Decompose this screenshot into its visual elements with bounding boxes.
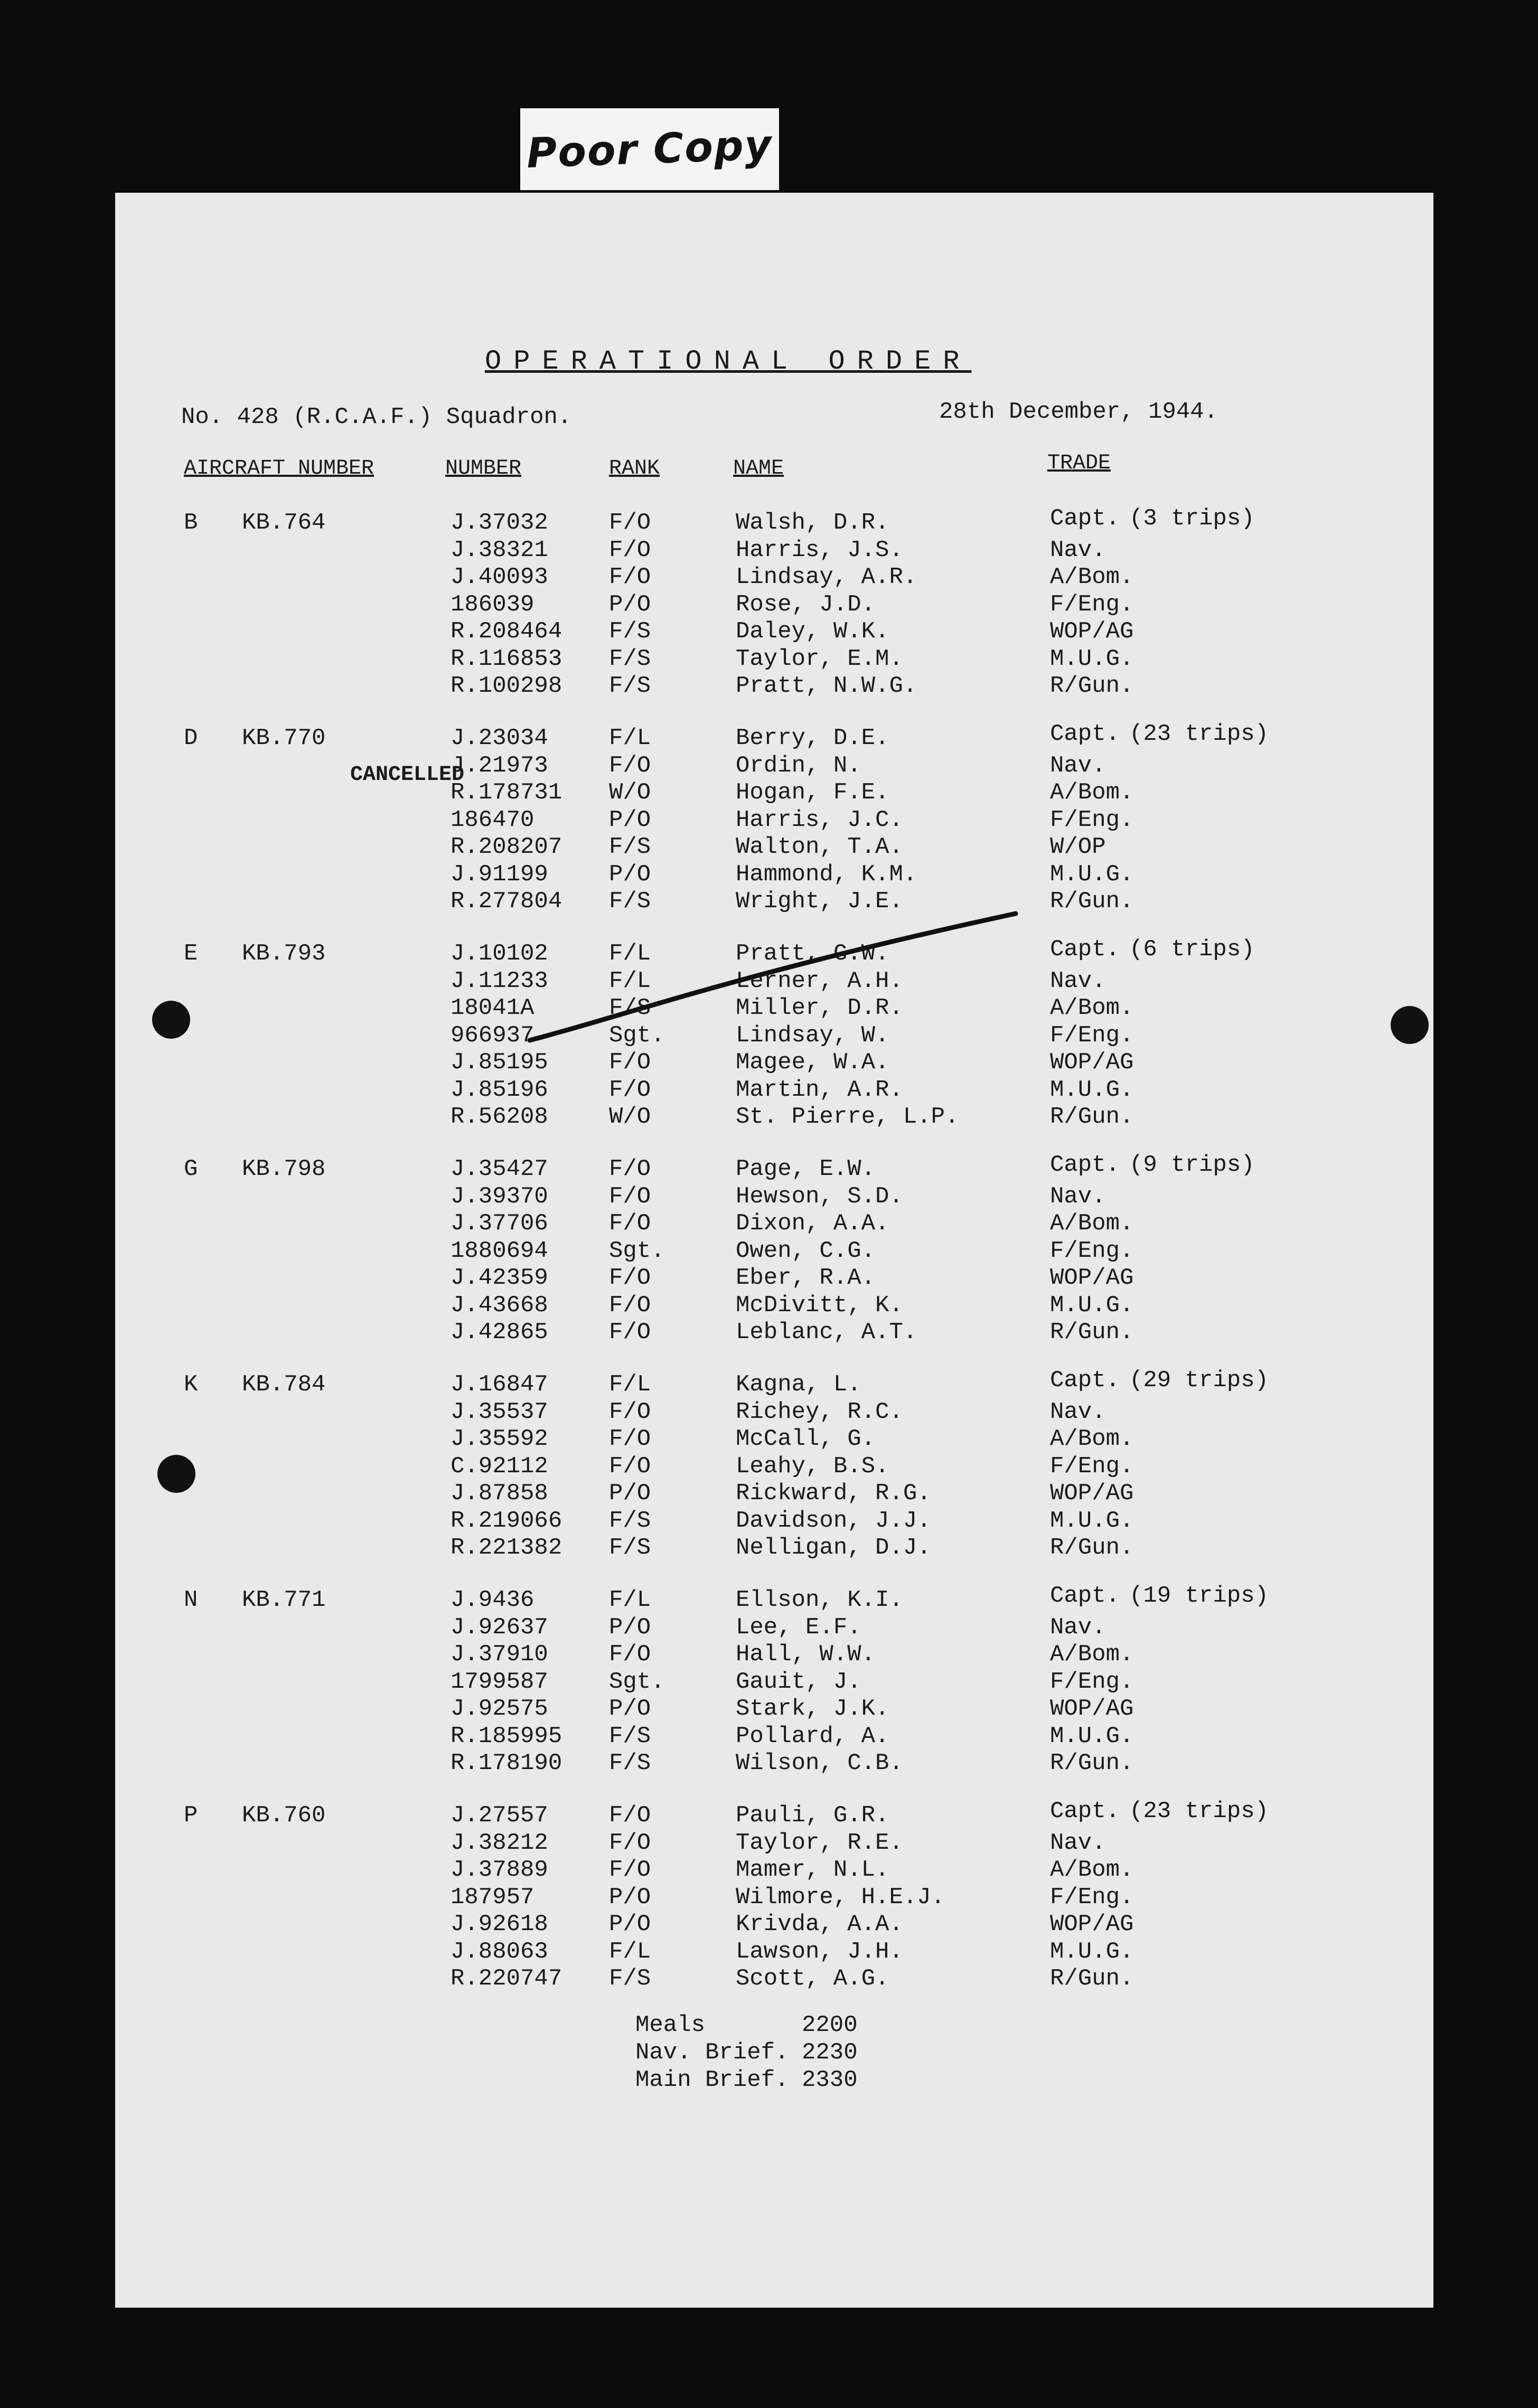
crew-service-number: C.92112 — [451, 1453, 548, 1480]
crew-rank: W/O — [609, 779, 651, 806]
crew-rank: Sgt. — [609, 1022, 665, 1049]
crew-trade: WOP/AG — [1050, 618, 1134, 645]
crew-service-number: J.39370 — [451, 1183, 548, 1210]
crew-trade: R/Gun. — [1050, 1104, 1134, 1130]
crew-service-number: J.87858 — [451, 1480, 548, 1507]
crew-trade: M.U.G. — [1050, 861, 1134, 888]
crew-trade: Nav. — [1050, 967, 1106, 994]
crew-service-number: J.85196 — [451, 1076, 548, 1103]
column-header-trade: TRADE — [1047, 452, 1111, 475]
crew-service-number: J.35427 — [451, 1156, 548, 1182]
crew-service-number: R.178731 — [451, 779, 562, 806]
column-header-rank: RANK — [609, 457, 660, 481]
crew-rank: F/O — [609, 537, 651, 563]
order-date: 28th December, 1944. — [939, 399, 1218, 425]
crew-trade: Nav. — [1050, 752, 1106, 779]
crew-service-number: J.27557 — [451, 1802, 548, 1829]
crew-rank: F/S — [609, 1535, 651, 1561]
trip-count: (6 trips) — [1129, 936, 1255, 963]
crew-service-number: R.221382 — [451, 1535, 562, 1561]
crew-rank: F/O — [609, 1857, 651, 1883]
crew-rank: F/O — [609, 510, 651, 536]
crew-name: Walsh, D.R. — [736, 510, 889, 536]
crew-trade: F/Eng. — [1050, 1237, 1134, 1264]
crew-name: Kagna, L. — [736, 1371, 861, 1398]
crew-name: Hewson, S.D. — [736, 1183, 903, 1210]
squadron-line: No. 428 (R.C.A.F.) Squadron. — [181, 404, 572, 430]
aircraft-number: KB.771 — [242, 1587, 326, 1613]
crew-name: Owen, C.G. — [736, 1237, 876, 1264]
crew-trade: Nav. — [1050, 1398, 1106, 1425]
crew-trade: M.U.G. — [1050, 1507, 1134, 1534]
crew-rank: F/S — [609, 1723, 651, 1749]
crew-service-number: R.100298 — [451, 673, 562, 699]
crew-service-number: J.35592 — [451, 1426, 548, 1452]
crew-name: Hammond, K.M. — [736, 861, 917, 888]
crew-service-number: 1880694 — [451, 1237, 548, 1264]
trip-count: (23 trips) — [1129, 1798, 1269, 1824]
crew-name: McCall, G. — [736, 1426, 876, 1452]
crew-rank: F/O — [609, 1210, 651, 1237]
crew-rank: F/O — [609, 1398, 651, 1425]
crew-name: Eber, R.A. — [736, 1265, 876, 1291]
crew-service-number: J.42865 — [451, 1319, 548, 1346]
column-header-number: NUMBER — [445, 457, 522, 481]
crew-service-number: 186039 — [451, 591, 534, 618]
crew-service-number: R.219066 — [451, 1507, 562, 1534]
crew-trade: Capt. — [1050, 936, 1120, 963]
crew-name: Rickward, R.G. — [736, 1480, 931, 1507]
crew-trade: M.U.G. — [1050, 645, 1134, 672]
crew-name: Magee, W.A. — [736, 1049, 889, 1076]
punch-hole-right-upper — [1391, 1006, 1429, 1044]
crew-trade: WOP/AG — [1050, 1265, 1134, 1291]
crew-rank: P/O — [609, 1911, 651, 1937]
schedule-time: 2200 — [802, 2012, 858, 2038]
trip-count: (29 trips) — [1129, 1367, 1269, 1394]
crew-trade: A/Bom. — [1050, 1426, 1134, 1452]
crew-name: Daley, W.K. — [736, 618, 889, 645]
crew-rank: P/O — [609, 1480, 651, 1507]
crew-name: Harris, J.S. — [736, 537, 903, 563]
crew-trade: A/Bom. — [1050, 995, 1134, 1021]
crew-name: Pratt, N.W.G. — [736, 673, 917, 699]
crew-name: Page, E.W. — [736, 1156, 876, 1182]
crew-rank: F/L — [609, 725, 651, 751]
crew-rank: F/S — [609, 888, 651, 915]
crew-name: Pratt, G.W. — [736, 940, 889, 967]
crew-trade: Capt. — [1050, 1583, 1120, 1609]
crew-rank: P/O — [609, 806, 651, 833]
crew-service-number: J.21973 — [451, 752, 548, 779]
crew-service-number: R.277804 — [451, 888, 562, 915]
crew-trade: Nav. — [1050, 1829, 1106, 1856]
crew-trade: F/Eng. — [1050, 806, 1134, 833]
crew-trade: M.U.G. — [1050, 1076, 1134, 1103]
crew-name: St. Pierre, L.P. — [736, 1104, 959, 1130]
crew-service-number: J.35537 — [451, 1398, 548, 1425]
schedule-time: 2230 — [802, 2039, 858, 2066]
crew-service-number: J.11233 — [451, 967, 548, 994]
crew-trade: M.U.G. — [1050, 1723, 1134, 1749]
crew-trade: M.U.G. — [1050, 1938, 1134, 1965]
punch-hole-left-lower — [157, 1455, 195, 1493]
crew-rank: F/S — [609, 995, 651, 1021]
crew-rank: F/S — [609, 618, 651, 645]
crew-service-number: 966937 — [451, 1022, 534, 1049]
crew-rank: P/O — [609, 1884, 651, 1911]
crew-name: Walton, T.A. — [736, 834, 903, 860]
crew-name: Rose, J.D. — [736, 591, 876, 618]
crew-service-number: J.16847 — [451, 1371, 548, 1398]
crew-name: Mamer, N.L. — [736, 1857, 889, 1883]
crew-service-number: R.208207 — [451, 834, 562, 860]
crew-rank: F/O — [609, 1426, 651, 1452]
crew-rank: Sgt. — [609, 1237, 665, 1264]
aircraft-letter: D — [184, 725, 198, 751]
crew-rank: F/O — [609, 1802, 651, 1829]
crew-trade: R/Gun. — [1050, 673, 1134, 699]
crew-service-number: J.92575 — [451, 1696, 548, 1722]
crew-name: Lawson, J.H. — [736, 1938, 903, 1965]
crew-name: Richey, R.C. — [736, 1398, 903, 1425]
crew-trade: W/OP — [1050, 834, 1106, 860]
schedule-time: 2330 — [802, 2067, 858, 2093]
crew-rank: F/L — [609, 1938, 651, 1965]
crew-name: Pauli, G.R. — [736, 1802, 889, 1829]
crew-trade: A/Bom. — [1050, 779, 1134, 806]
operational-order-page — [115, 193, 1433, 2308]
crew-service-number: 18041A — [451, 995, 534, 1021]
poor-copy-text: Poor Copy — [526, 121, 774, 177]
crew-name: Davidson, J.J. — [736, 1507, 931, 1534]
crew-rank: F/L — [609, 1371, 651, 1398]
crew-service-number: 1799587 — [451, 1668, 548, 1695]
trip-count: (3 trips) — [1129, 505, 1255, 532]
trip-count: (9 trips) — [1129, 1152, 1255, 1178]
crew-trade: A/Bom. — [1050, 564, 1134, 590]
cancellation-strike-line — [524, 908, 1021, 1046]
crew-rank: F/O — [609, 1076, 651, 1103]
crew-name: Hall, W.W. — [736, 1641, 876, 1668]
crew-name: Dixon, A.A. — [736, 1210, 889, 1237]
crew-rank: F/O — [609, 1049, 651, 1076]
schedule-label: Main Brief. — [635, 2067, 789, 2093]
crew-name: Lerner, A.H. — [736, 967, 903, 994]
crew-service-number: 187957 — [451, 1884, 534, 1911]
crew-rank: F/O — [609, 1292, 651, 1319]
aircraft-number: KB.798 — [242, 1156, 326, 1182]
crew-service-number: J.85195 — [451, 1049, 548, 1076]
crew-trade: R/Gun. — [1050, 888, 1134, 915]
aircraft-letter: G — [184, 1156, 198, 1182]
crew-service-number: R.185995 — [451, 1723, 562, 1749]
aircraft-letter: B — [184, 510, 198, 536]
crew-service-number: J.37910 — [451, 1641, 548, 1668]
aircraft-number: KB.764 — [242, 510, 326, 536]
cancelled-label: CANCELLED — [350, 763, 465, 787]
crew-service-number: J.37706 — [451, 1210, 548, 1237]
crew-name: Taylor, R.E. — [736, 1829, 903, 1856]
crew-service-number: J.42359 — [451, 1265, 548, 1291]
crew-rank: F/O — [609, 1183, 651, 1210]
column-header-name: NAME — [733, 457, 784, 481]
crew-name: Taylor, E.M. — [736, 645, 903, 672]
crew-rank: F/O — [609, 1641, 651, 1668]
crew-name: Gauit, J. — [736, 1668, 861, 1695]
aircraft-number: KB.784 — [242, 1371, 326, 1398]
schedule-label: Meals — [635, 2012, 706, 2038]
crew-trade: R/Gun. — [1050, 1965, 1134, 1992]
crew-trade: WOP/AG — [1050, 1049, 1134, 1076]
crew-trade: Nav. — [1050, 1614, 1106, 1641]
crew-trade: M.U.G. — [1050, 1292, 1134, 1319]
crew-service-number: 186470 — [451, 806, 534, 833]
crew-service-number: R.116853 — [451, 645, 562, 672]
crew-trade: Capt. — [1050, 505, 1120, 532]
crew-trade: R/Gun. — [1050, 1535, 1134, 1561]
crew-service-number: J.92637 — [451, 1614, 548, 1641]
crew-name: Hogan, F.E. — [736, 779, 889, 806]
crew-service-number: R.208464 — [451, 618, 562, 645]
crew-rank: F/L — [609, 1587, 651, 1613]
crew-name: Lindsay, A.R. — [736, 564, 917, 590]
crew-rank: P/O — [609, 1696, 651, 1722]
crew-service-number: R.178190 — [451, 1750, 562, 1776]
crew-rank: F/S — [609, 673, 651, 699]
crew-service-number: J.40093 — [451, 564, 548, 590]
poor-copy-label — [520, 108, 779, 190]
crew-rank: F/O — [609, 1156, 651, 1182]
crew-rank: F/S — [609, 1965, 651, 1992]
crew-name: Ellson, K.I. — [736, 1587, 903, 1613]
crew-name: Wright, J.E. — [736, 888, 903, 915]
aircraft-number: KB.760 — [242, 1802, 326, 1829]
crew-service-number: J.88063 — [451, 1938, 548, 1965]
crew-trade: Nav. — [1050, 1183, 1106, 1210]
aircraft-letter: K — [184, 1371, 198, 1398]
crew-service-number: J.9436 — [451, 1587, 534, 1613]
column-header-aircraft: AIRCRAFT NUMBER — [184, 457, 374, 481]
crew-rank: F/S — [609, 645, 651, 672]
crew-trade: Nav. — [1050, 537, 1106, 563]
crew-name: Pollard, A. — [736, 1723, 889, 1749]
crew-service-number: J.37889 — [451, 1857, 548, 1883]
crew-name: Lindsay, W. — [736, 1022, 889, 1049]
crew-rank: F/L — [609, 940, 651, 967]
crew-rank: F/S — [609, 834, 651, 860]
crew-service-number: J.38321 — [451, 537, 548, 563]
crew-service-number: J.23034 — [451, 725, 548, 751]
crew-name: Miller, D.R. — [736, 995, 903, 1021]
aircraft-letter: E — [184, 940, 198, 967]
crew-trade: A/Bom. — [1050, 1857, 1134, 1883]
crew-trade: Capt. — [1050, 1367, 1120, 1394]
crew-trade: Capt. — [1050, 1798, 1120, 1824]
crew-name: Wilmore, H.E.J. — [736, 1884, 945, 1911]
crew-trade: WOP/AG — [1050, 1696, 1134, 1722]
crew-service-number: J.91199 — [451, 861, 548, 888]
crew-service-number: R.56208 — [451, 1104, 548, 1130]
crew-name: Nelligan, D.J. — [736, 1535, 931, 1561]
crew-trade: F/Eng. — [1050, 591, 1134, 618]
crew-service-number: J.92618 — [451, 1911, 548, 1937]
crew-trade: Capt. — [1050, 1152, 1120, 1178]
crew-service-number: R.220747 — [451, 1965, 562, 1992]
crew-name: Harris, J.C. — [736, 806, 903, 833]
crew-name: Stark, J.K. — [736, 1696, 889, 1722]
trip-count: (19 trips) — [1129, 1583, 1269, 1609]
crew-rank: Sgt. — [609, 1668, 665, 1695]
crew-trade: A/Bom. — [1050, 1210, 1134, 1237]
punch-hole-left-upper — [152, 1001, 190, 1039]
crew-rank: F/S — [609, 1750, 651, 1776]
crew-rank: W/O — [609, 1104, 651, 1130]
crew-trade: Capt. — [1050, 721, 1120, 747]
crew-name: Berry, D.E. — [736, 725, 889, 751]
crew-trade: F/Eng. — [1050, 1022, 1134, 1049]
crew-name: Martin, A.R. — [736, 1076, 903, 1103]
crew-name: Ordin, N. — [736, 752, 861, 779]
crew-name: Scott, A.G. — [736, 1965, 889, 1992]
crew-trade: R/Gun. — [1050, 1319, 1134, 1346]
crew-rank: P/O — [609, 591, 651, 618]
crew-service-number: J.10102 — [451, 940, 548, 967]
crew-name: Krivda, A.A. — [736, 1911, 903, 1937]
crew-service-number: J.37032 — [451, 510, 548, 536]
crew-service-number: J.43668 — [451, 1292, 548, 1319]
crew-service-number: J.38212 — [451, 1829, 548, 1856]
crew-rank: F/S — [609, 1507, 651, 1534]
crew-rank: F/O — [609, 1453, 651, 1480]
crew-name: McDivitt, K. — [736, 1292, 903, 1319]
crew-trade: WOP/AG — [1050, 1911, 1134, 1937]
crew-rank: P/O — [609, 1614, 651, 1641]
document-title: OPERATIONAL ORDER — [485, 346, 972, 377]
crew-name: Leahy, B.S. — [736, 1453, 889, 1480]
crew-rank: F/O — [609, 564, 651, 590]
crew-name: Lee, E.F. — [736, 1614, 861, 1641]
crew-trade: R/Gun. — [1050, 1750, 1134, 1776]
aircraft-number: KB.770 — [242, 725, 326, 751]
aircraft-letter: N — [184, 1587, 198, 1613]
crew-rank: F/O — [609, 1319, 651, 1346]
aircraft-number: KB.793 — [242, 940, 326, 967]
crew-name: Leblanc, A.T. — [736, 1319, 917, 1346]
schedule-label: Nav. Brief. — [635, 2039, 789, 2066]
crew-rank: P/O — [609, 861, 651, 888]
crew-rank: F/O — [609, 1265, 651, 1291]
crew-rank: F/L — [609, 967, 651, 994]
crew-rank: F/O — [609, 1829, 651, 1856]
trip-count: (23 trips) — [1129, 721, 1269, 747]
aircraft-letter: P — [184, 1802, 198, 1829]
crew-trade: A/Bom. — [1050, 1641, 1134, 1668]
crew-name: Wilson, C.B. — [736, 1750, 903, 1776]
crew-trade: F/Eng. — [1050, 1668, 1134, 1695]
crew-trade: F/Eng. — [1050, 1453, 1134, 1480]
crew-trade: F/Eng. — [1050, 1884, 1134, 1911]
crew-trade: WOP/AG — [1050, 1480, 1134, 1507]
crew-rank: F/O — [609, 752, 651, 779]
